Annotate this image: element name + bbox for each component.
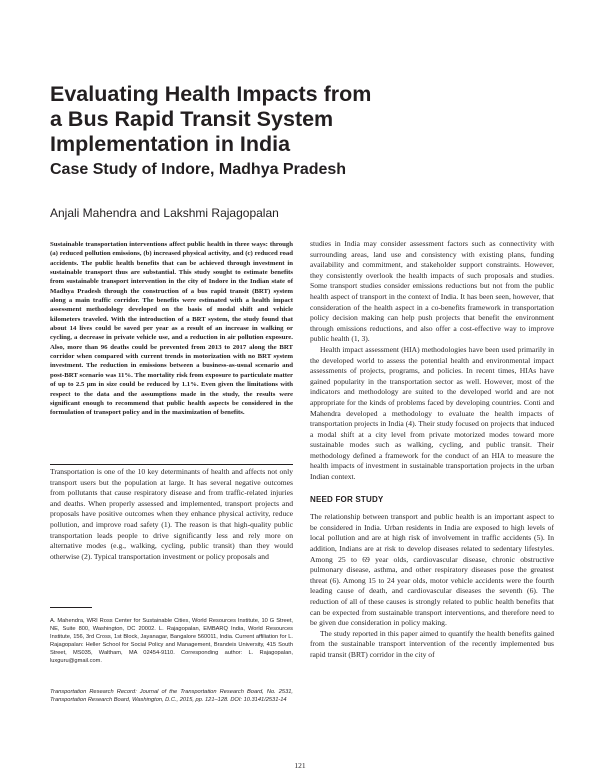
body-paragraph: The study reported in this paper aimed to quantify the health benefits gained from the sustainable transport intervention of the recently implemented bus rapid transit (BRT) corridor in the city of [310, 628, 554, 659]
right-column-body [310, 239, 554, 661]
abstract-divider [50, 464, 293, 465]
body-paragraph: Health impact assessment (HIA) methodologies have been used primarily in the developed world to assess the potential health and environmental impact assessments of projects, programs, and policies. In recent times, HIAs have gained popularity in the transportation sector as well. However, most of the indicators and methodology are suited to the developed world and are not appropriate for the kinds of problems faced by developing countries. Conti and Mahendra developed a methodology to evaluate the health impacts of transportation projects in India (4). Their study focused on projects that induced a modal shift at a city level from private motorized modes toward more sustainable modes such as walking, cycling, and public transit. Their methodology defined a framework for the conduct of an HIA to measure the health impacts of investment in sustainable transportation projects in the urban Indian context. [310, 344, 554, 482]
paper-title [50, 82, 570, 157]
intro-paragraph: Transportation is one of the 10 key determinants of health and affects not only transport users but the population at large. It has several negative outcomes from pollutants that cause respiratory disease and from traffic-related injuries and deaths. When properly assessed and implemented, transport projects and proposals have positive outcomes when they enhance physical activity, reduce pollution, and improve road safety (1). The reason is that high-quality public transportation leads people to drive significantly less and rely more on alternative modes (e.g., walking, cycling, public transit) than they would otherwise (2). Typical transportation investment or policy proposals and [50, 467, 293, 561]
authors: Anjali Mahendra and Lakshmi Rajagopalan [50, 206, 279, 220]
left-column-body [50, 467, 293, 562]
page-number: 121 [294, 761, 306, 770]
author-affiliations-footnote: A. Mahendra, WRI Ross Center for Sustainable Cities, World Resources Institute, 10 G Street, NE, Suite 800, Washington, DC 20002. L. Rajagopalan, EMBARQ India, World Resources Institute, 156, 3rd Cross, 1st Block, Jayanagar, Bangalore 560011, India. Current affiliation for L. Rajagopalan: Heller School for Social Policy and Management, Brandeis University, 415 South Street, MS035, Waltham, MA 02454-9110. Corresponding author: L. Rajagopalan, luxguru@gmail.com. [50, 618, 293, 665]
body-paragraph: The relationship between transport and public health is an important aspect to be considered in India. Urban residents in India are exposed to high levels of local pollution and are at high risk of involvement in traffic accidents (5). In addition, Indians are at risk to develop diseases related to sedentary lifestyles. Among 25 to 69 year olds, cardiovascular disease, chronic obstructive pulmonary disease, asthma, and other respiratory diseases pose the greatest threat (6). Among 15 to 24 year olds, motor vehicle accidents were the fourth leading cause of death, and cardiovascular diseases the seventh (6). The reduction of all of these causes is strongly related to public health benefits that can be expected from sustainable transport interventions, and therefore need to be given due consideration in policy making. [310, 512, 554, 628]
abstract [50, 240, 293, 418]
title-line: a Bus Rapid Transit System [50, 107, 334, 131]
paper-subtitle: Case Study of Indore, Madhya Pradesh [50, 161, 347, 178]
citation-footnote: Transportation Research Record: Journal of the Transportation Research Board, No. 2531, Transportation Research Board, Washington, D.C., 2015, pp. 121–128. DOI: 10.3141/2531-14 [50, 689, 293, 704]
title-line: Evaluating Health Impacts from [50, 82, 372, 106]
body-paragraph: studies in India may consider assessment factors such as connectivity with surrounding areas, land use and consistency with existing plans, funding availability and commitment, and stakeholder support constraints. However, they consistently overlook the health impacts of such proposals and studies. Some transport studies consider emissions reductions but not from the public health aspect of transport in the context of India. It has been seen, however, that consideration of the health aspect in a co-benefits framework in transportation policy decision making can help push projects that benefit the environment through emissions reductions, and also offer a cost-effective way to improve public health (1, 3). [310, 239, 554, 344]
footnote-divider [50, 607, 92, 608]
abstract-text: Sustainable transportation interventions affect public health in three ways: through (a) reduced pollution emissions, (b) increased physical activity, and (c) reduced road accidents. The public health benefits that can be achieved through investment in sustainable transport thus are substantial. This study sought to estimate benefits from sustainable transport intervention in the city of Indore in the Indian state of Madhya Pradesh through the construction of a bus rapid transit (BRT) system along a main traffic corridor. The benefits were estimated with a health impact assessment methodology developed on the basis of modal shift and vehicle kilometers traveled. With the introduction of a BRT system, the study found that about 14 lives could be saved per year as a result of an increase in walking or cycling, a decrease in private vehicle use, and a reduction in air pollution exposure. Also, more than 96 deaths could be prevented from 2013 to 2017 along the BRT corridor when compared with current trends in motorization with no BRT system investment. The reduction in emissions between a business-as-usual scenario and post-BRT scenario was 11%. The mortality risk from exposure to particulate matter of up to 2.5 μm in size could be reduced by 1.1%. Even given the limitations with respect to the data and the assumptions made in the study, the results were significant enough to recommend that public health aspects be considered in the formulation of transport policy and in the maximization of benefits. [50, 241, 293, 417]
title-line: Implementation in India [50, 132, 291, 156]
section-heading: NEED FOR STUDY [310, 494, 384, 504]
